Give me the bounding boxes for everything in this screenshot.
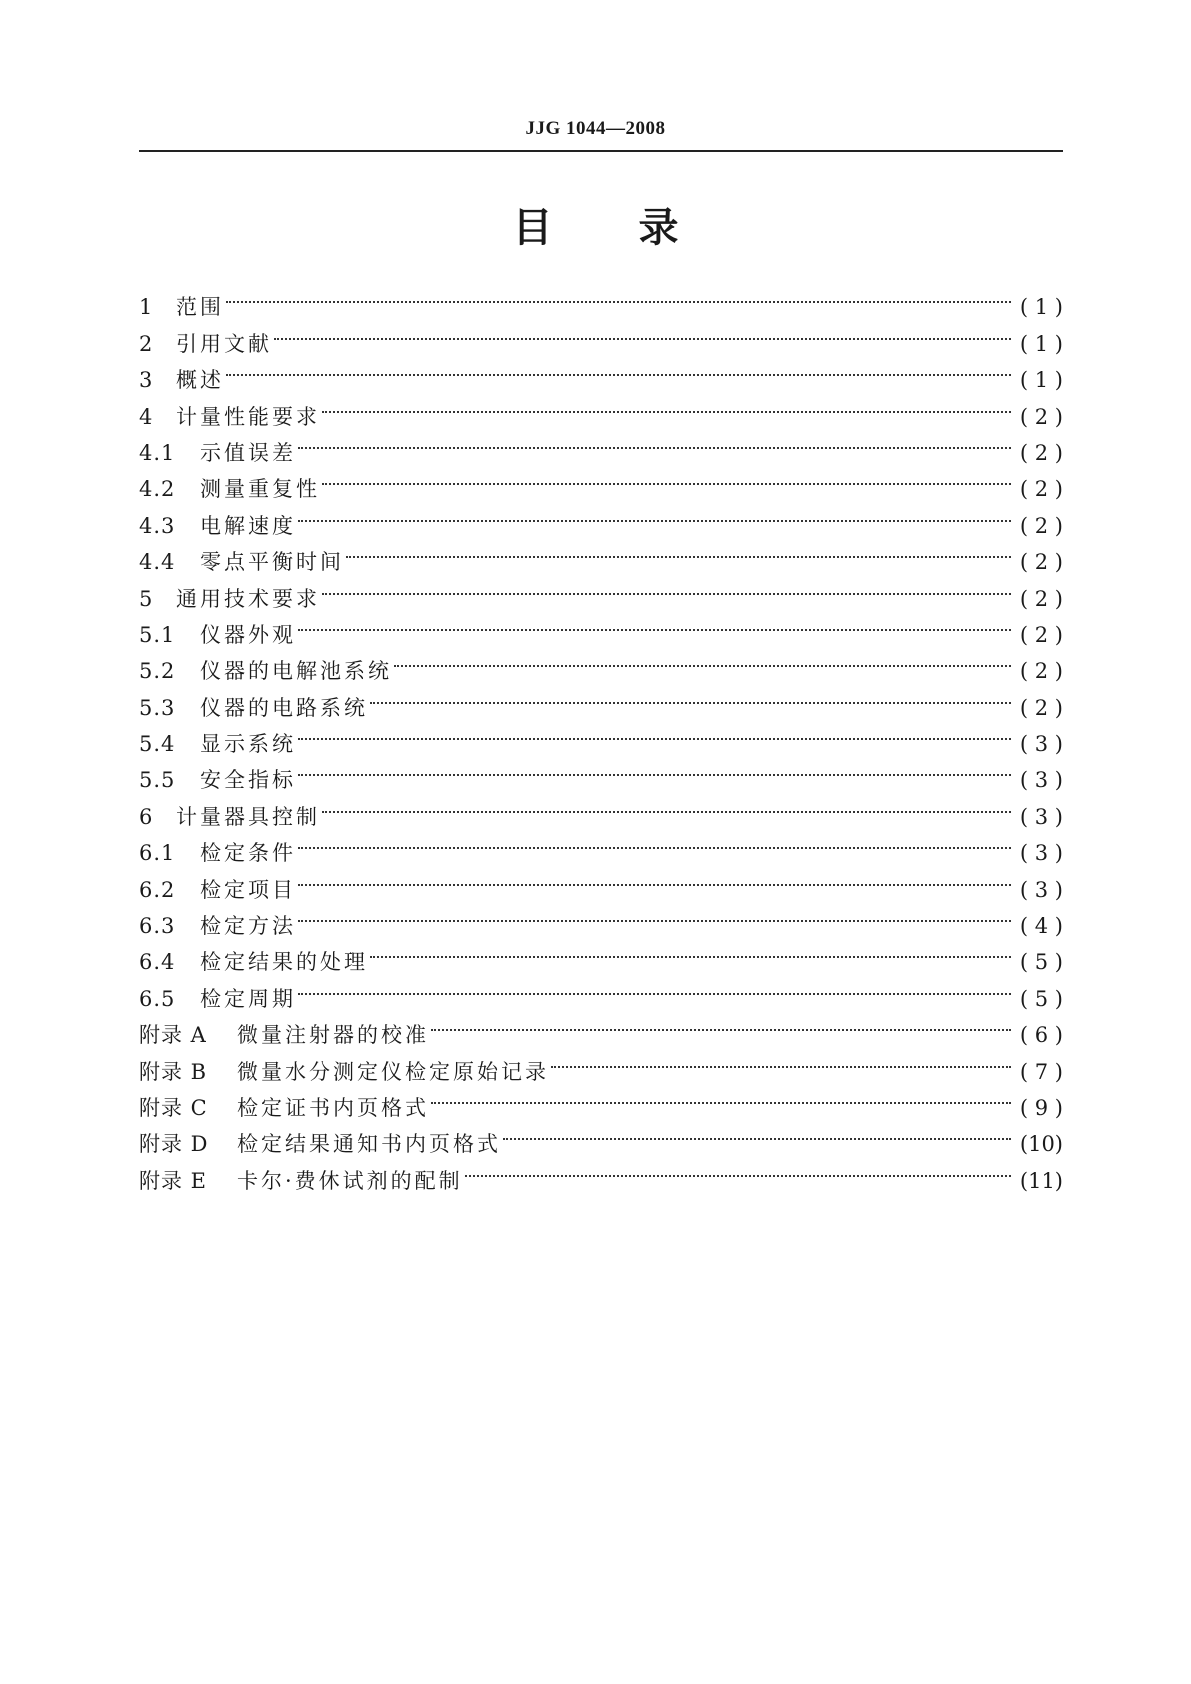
toc-dot-leader xyxy=(370,933,1011,969)
toc-entry-label: 检定周期 xyxy=(200,986,296,1011)
toc-entry-label: 检定项目 xyxy=(200,877,296,902)
toc-entry-label: 检定结果的处理 xyxy=(200,950,368,975)
toc-entry-page: ( 3 ) xyxy=(1019,804,1063,829)
toc-entry-label: 引用文献 xyxy=(176,331,272,356)
toc-entry-label: 检定证书内页格式 xyxy=(237,1095,429,1120)
toc-entry-number: 6.1 xyxy=(139,841,176,866)
toc-entry-number: 4.4 xyxy=(139,550,176,575)
toc-entry-page: ( 2 ) xyxy=(1019,586,1063,611)
toc-entry-number: 5.5 xyxy=(139,768,176,793)
toc-entry-label: 显示系统 xyxy=(200,732,296,757)
toc-entry-number: 2 xyxy=(139,331,154,356)
toc-entry-label: 仪器的电路系统 xyxy=(200,695,368,720)
toc-entry-label: 安全指标 xyxy=(200,768,296,793)
toc-entry-page: ( 5 ) xyxy=(1019,950,1063,975)
toc-entry-page: (11) xyxy=(1019,1168,1063,1193)
toc-entry-page: ( 3 ) xyxy=(1019,732,1063,757)
toc-entry-label: 电解速度 xyxy=(200,513,296,538)
toc-entry-label: 计量性能要求 xyxy=(176,404,320,429)
toc-entry-page: ( 4 ) xyxy=(1019,914,1063,939)
toc-dot-leader xyxy=(298,824,1011,860)
toc-entry-page: ( 2 ) xyxy=(1019,440,1063,465)
toc-dot-leader xyxy=(298,496,1011,532)
toc-entry-label: 检定结果通知书内页格式 xyxy=(237,1132,501,1157)
toc-entry-page: ( 3 ) xyxy=(1019,877,1063,902)
toc-dot-leader xyxy=(503,1115,1011,1151)
toc-entry-page: ( 2 ) xyxy=(1019,404,1063,429)
toc-entry-number: 6.3 xyxy=(139,914,176,939)
toc-entry-page: ( 2 ) xyxy=(1019,695,1063,720)
toc-entry-page: ( 1 ) xyxy=(1019,331,1063,356)
toc-dot-leader xyxy=(226,351,1011,387)
toc-entry-label: 仪器外观 xyxy=(200,622,296,647)
standard-code-header: JJG 1044—2008 xyxy=(525,118,666,139)
toc-title-char-1: 目 xyxy=(512,205,553,251)
toc-dot-leader xyxy=(226,278,1011,314)
toc-entry-label: 测量重复性 xyxy=(200,477,320,502)
toc-dot-leader xyxy=(274,314,1011,350)
toc-entry-number: 5.1 xyxy=(139,622,176,647)
toc-entry-label: 微量注射器的校准 xyxy=(237,1023,429,1048)
toc-entry-page: ( 2 ) xyxy=(1019,513,1063,538)
toc-entry-page: ( 6 ) xyxy=(1019,1023,1063,1048)
toc-dot-leader xyxy=(298,606,1011,642)
toc-entry-page: (10) xyxy=(1019,1132,1063,1157)
toc-entry-page: ( 1 ) xyxy=(1019,368,1063,393)
toc-entry-number: 5.4 xyxy=(139,732,176,757)
toc-dot-leader xyxy=(322,569,1011,605)
toc-entry[interactable] xyxy=(139,314,1063,356)
toc-entry[interactable] xyxy=(139,278,1063,320)
table-of-contents xyxy=(139,278,1063,1193)
toc-entry-page: ( 9 ) xyxy=(1019,1095,1063,1120)
toc-entry-number: 附录 B xyxy=(139,1059,208,1084)
toc-dot-leader xyxy=(298,424,1011,460)
toc-entry-number: 附录 E xyxy=(139,1168,208,1193)
toc-entry-number: 5.2 xyxy=(139,659,176,684)
toc-entry-label: 微量水分测定仪检定原始记录 xyxy=(237,1059,549,1084)
toc-dot-leader xyxy=(298,715,1011,751)
toc-dot-leader xyxy=(322,460,1011,496)
toc-entry-number: 附录 A xyxy=(139,1023,207,1048)
toc-entry-page: ( 2 ) xyxy=(1019,622,1063,647)
toc-dot-leader xyxy=(298,969,1011,1005)
toc-dot-leader xyxy=(370,678,1011,714)
toc-dot-leader xyxy=(431,1079,1011,1115)
toc-dot-leader xyxy=(322,387,1011,423)
toc-dot-leader xyxy=(298,860,1011,896)
toc-entry-page: ( 2 ) xyxy=(1019,550,1063,575)
toc-entry-label: 检定方法 xyxy=(200,914,296,939)
toc-entry-number: 4 xyxy=(139,404,154,429)
toc-entry-number: 附录 C xyxy=(139,1095,208,1120)
toc-entry-label: 卡尔·费休试剂的配制 xyxy=(237,1168,463,1193)
toc-entry-label: 检定条件 xyxy=(200,841,296,866)
toc-entry-number: 6.2 xyxy=(139,877,176,902)
toc-entry-number: 5 xyxy=(139,586,154,611)
toc-entry[interactable] xyxy=(139,387,1063,429)
toc-entry-page: ( 3 ) xyxy=(1019,768,1063,793)
toc-entry-number: 5.3 xyxy=(139,695,176,720)
toc-title xyxy=(0,196,1191,253)
toc-entry-label: 示值误差 xyxy=(200,440,296,465)
toc-entry-number: 附录 D xyxy=(139,1132,209,1157)
toc-entry-page: ( 2 ) xyxy=(1019,477,1063,502)
toc-entry-number: 4.3 xyxy=(139,513,176,538)
toc-entry-number: 4.2 xyxy=(139,477,176,502)
toc-entry-page: ( 3 ) xyxy=(1019,841,1063,866)
toc-entry-page: ( 1 ) xyxy=(1019,295,1063,320)
toc-entry-page: ( 2 ) xyxy=(1019,659,1063,684)
toc-entry-number: 6.4 xyxy=(139,950,176,975)
toc-entry-number: 1 xyxy=(139,295,154,320)
toc-dot-leader xyxy=(298,751,1011,787)
toc-dot-leader xyxy=(431,1006,1011,1042)
toc-entry-label: 计量器具控制 xyxy=(176,804,320,829)
toc-entry-label: 概述 xyxy=(176,368,224,393)
toc-entry-page: ( 5 ) xyxy=(1019,986,1063,1011)
toc-entry-number: 3 xyxy=(139,368,154,393)
toc-entry-label: 范围 xyxy=(176,295,224,320)
toc-entry-label: 通用技术要求 xyxy=(176,586,320,611)
toc-title-char-2: 录 xyxy=(638,205,679,251)
toc-dot-leader xyxy=(322,787,1011,823)
toc-dot-leader xyxy=(394,642,1011,678)
toc-entry-label: 仪器的电解池系统 xyxy=(200,659,392,684)
header-rule xyxy=(139,150,1063,152)
toc-entry-number: 6 xyxy=(139,804,154,829)
toc-dot-leader xyxy=(551,1042,1011,1078)
toc-dot-leader xyxy=(298,897,1011,933)
toc-entry[interactable] xyxy=(139,351,1063,393)
toc-entry-number: 4.1 xyxy=(139,440,176,465)
toc-dot-leader xyxy=(346,533,1011,569)
toc-entry-page: ( 7 ) xyxy=(1019,1059,1063,1084)
toc-dot-leader xyxy=(465,1151,1011,1187)
toc-entry-number: 6.5 xyxy=(139,986,176,1011)
toc-entry-label: 零点平衡时间 xyxy=(200,550,344,575)
